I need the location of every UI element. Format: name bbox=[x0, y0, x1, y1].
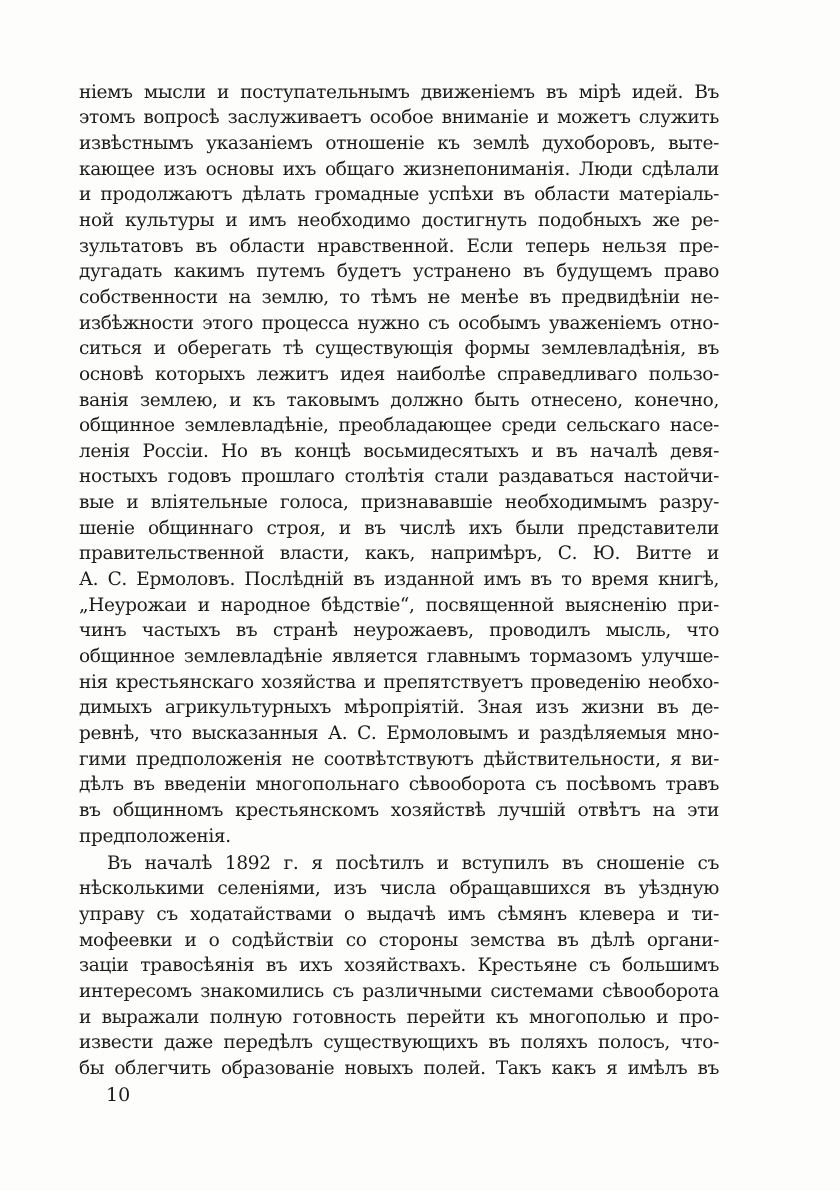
text-line: зультатовъ въ области нравственной. Если теперь нельзя пре- bbox=[79, 236, 719, 257]
text-line: основѣ которыхъ лежитъ идея наиболѣе справедливаго пользо- bbox=[79, 364, 719, 385]
page-number: 10 bbox=[106, 1084, 131, 1106]
text-line: вые и вліятельные голоса, признававшіе необходимымъ разру- bbox=[79, 492, 719, 513]
text-line: въ общинномъ крестьянскомъ хозяйствѣ лучшій отвѣтъ на эти bbox=[79, 800, 719, 821]
text-line: дѣлъ въ введеніи многопольнаго сѣвооборота съ посѣвомъ травъ bbox=[79, 774, 719, 795]
text-line: ной культуры и имъ необходимо достигнуть подобныхъ же ре- bbox=[79, 210, 719, 231]
text-line: ревнѣ, что высказанныя А. С. Ермоловымъ и раздѣляемыя мно- bbox=[79, 723, 719, 744]
text-line: дугадать какимъ путемъ будетъ устранено въ будущемъ право bbox=[79, 261, 719, 282]
text-line: извѣстнымъ указаніемъ отношеніе къ землѣ духоборовъ, выте- bbox=[79, 133, 719, 154]
text-line: интересомъ знакомились съ различными системами сѣвооборота bbox=[79, 981, 719, 1002]
text-line: димыхъ агрикультурныхъ мѣропріятій. Зная изъ жизни въ де- bbox=[79, 697, 719, 718]
text-line: ностыхъ годовъ прошлаго столѣтія стали раздаваться настойчи- bbox=[79, 466, 719, 487]
text-line: заціи травосѣянія въ ихъ хозяйствахъ. Крестьяне съ большимъ bbox=[79, 955, 719, 976]
text-line: мофеевки и о содѣйствіи со стороны земства въ дѣлѣ органи- bbox=[79, 930, 719, 951]
text-line: и продолжаютъ дѣлать громадные успѣхи въ области матеріаль- bbox=[79, 184, 719, 205]
text-line: собственности на землю, то тѣмъ не менѣе въ предвидѣніи не- bbox=[79, 287, 719, 308]
text-line: „Неурожаи и народное бѣдствіе“, посвященной выясненію при- bbox=[79, 595, 719, 616]
text-line: управу съ ходатайствами о выдачѣ имъ сѣмянъ клевера и ти- bbox=[79, 904, 719, 925]
text-line: нѣсколькими селеніями, изъ числа обращавшихся въ уѣздную bbox=[79, 878, 719, 899]
text-line: общинное землевладѣніе является главнымъ тормазомъ улучше- bbox=[79, 646, 719, 667]
text-line: общинное землевладѣніе, преобладающее среди сельскаго насе- bbox=[79, 415, 719, 436]
text-line: А. С. Ермоловъ. Послѣдній въ изданной имъ въ то время книгѣ, bbox=[79, 569, 719, 590]
text-line: гими предположенія не соотвѣтствуютъ дѣйствительности, я ви- bbox=[79, 749, 719, 770]
text-line: бы облегчить образованіе новыхъ полей. Такъ какъ я имѣлъ въ bbox=[79, 1058, 719, 1079]
text-line: нія крестьянскаго хозяйства и препятствуетъ проведенію необхо- bbox=[79, 672, 719, 693]
text-line: избѣжности этого процесса нужно съ особымъ уваженіемъ отно- bbox=[79, 313, 719, 334]
text-line: извести даже передѣлъ существующихъ въ поляхъ полосъ, что- bbox=[79, 1032, 719, 1053]
text-line: чинъ частыхъ въ странѣ неурожаевъ, проводилъ мысль, что bbox=[79, 620, 719, 641]
text-line: ситься и оберегать тѣ существующія формы землевладѣнія, въ bbox=[79, 338, 719, 359]
text-line: ленія Россіи. Но въ концѣ восьмидесятыхъ и въ началѣ девя- bbox=[79, 441, 719, 462]
text-line: кающее изъ основы ихъ общаго жизнепониманія. Люди сдѣлали bbox=[79, 159, 719, 180]
text-line: ніемъ мысли и поступательнымъ движеніемъ въ мірѣ идей. Въ bbox=[79, 82, 719, 103]
text-line: ванія землею, и къ таковымъ должно быть отнесено, конечно, bbox=[79, 390, 719, 411]
text-line: этомъ вопросѣ заслуживаетъ особое вниманіе и можетъ служить bbox=[79, 107, 719, 128]
text-line: предположенія. bbox=[79, 826, 231, 847]
text-line: и выражали полную готовность перейти къ многополью и про- bbox=[79, 1007, 719, 1028]
text-line: шеніе общиннаго строя, и въ числѣ ихъ были представители bbox=[79, 518, 719, 539]
text-line: правительственной власти, какъ, напримѣръ, С. Ю. Витте и bbox=[79, 543, 719, 564]
text-line: Въ началѣ 1892 г. я посѣтилъ и вступилъ въ сношеніе съ bbox=[107, 853, 719, 874]
